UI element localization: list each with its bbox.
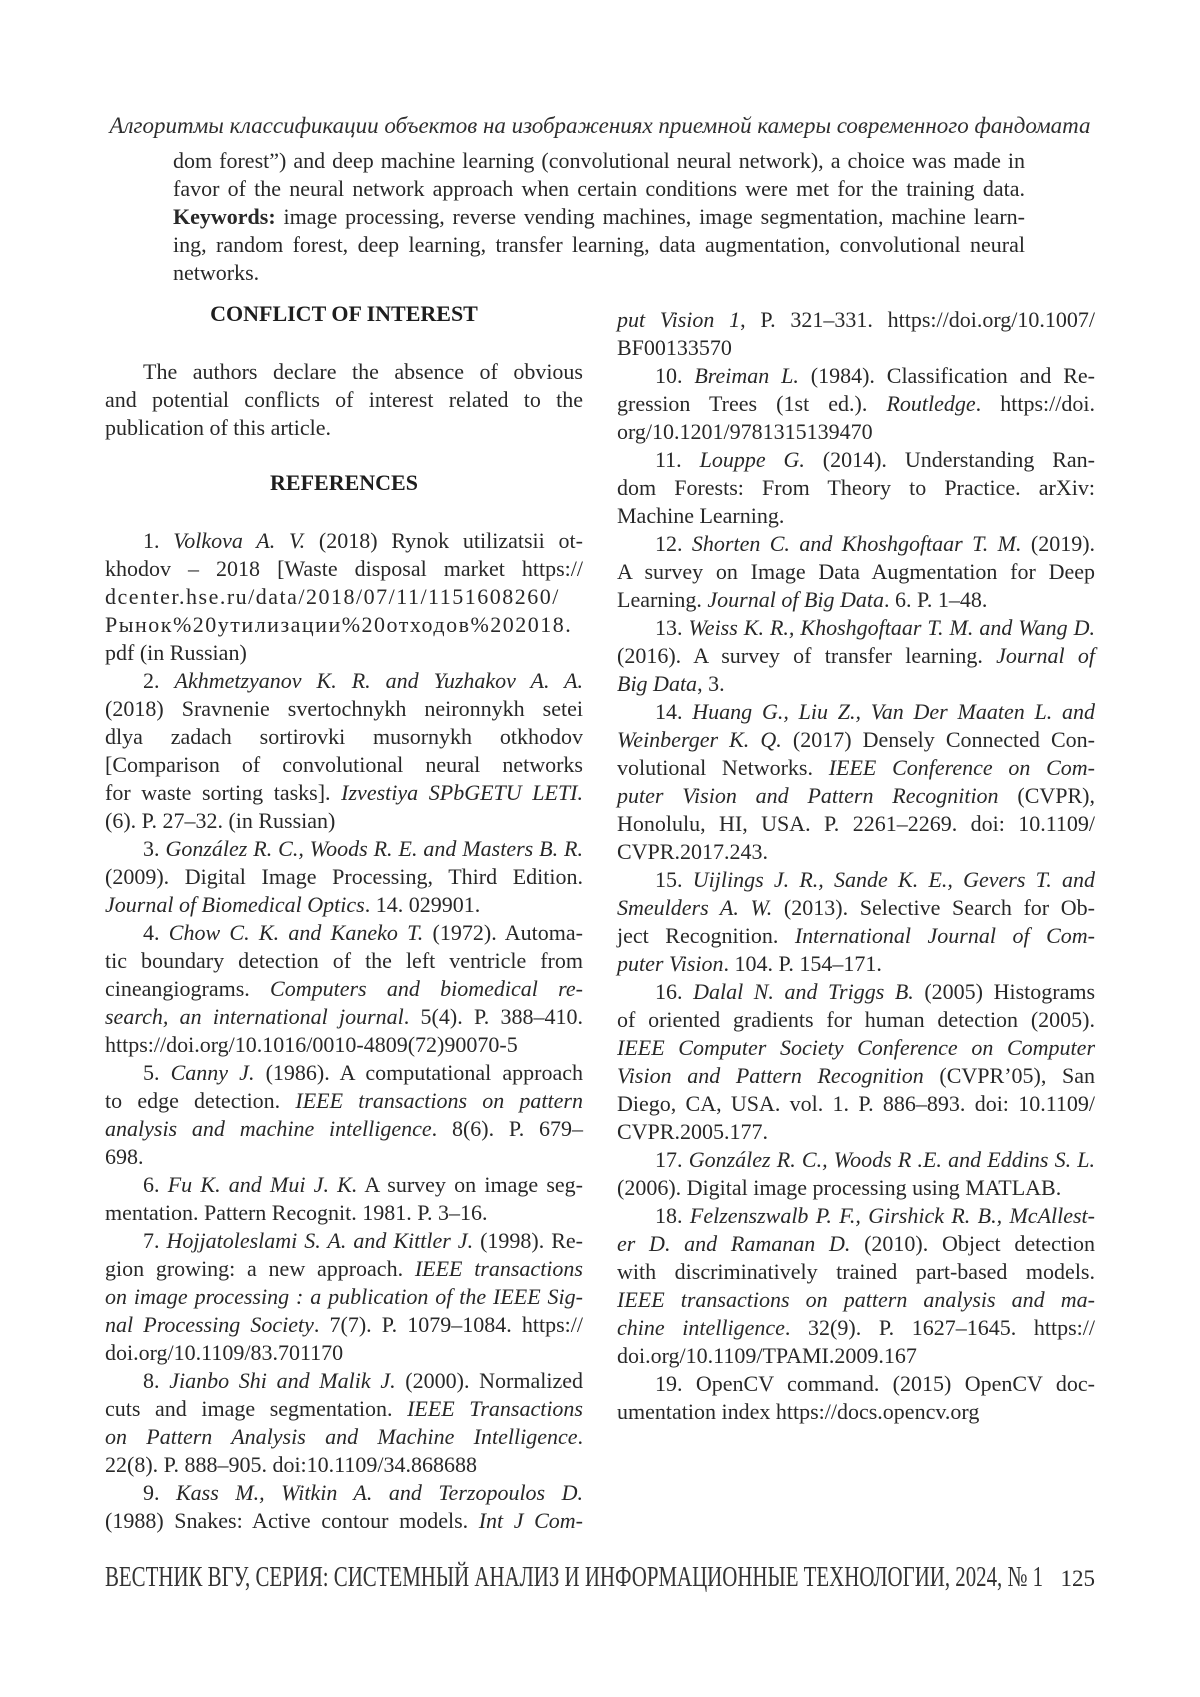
- text-line: The authors declare the absence of obvious: [143, 359, 583, 384]
- text-line: BF00133570: [617, 335, 732, 360]
- text-line: 15. Uijlings J. R., Sande K. E., Gevers T. and: [655, 867, 1095, 892]
- text-line: ject Recognition. International Journal of Com-: [617, 923, 1095, 948]
- text-line: gression Trees (1st ed.). Routledge. https://doi.: [617, 391, 1095, 416]
- text-line: 19. OpenCV command. (2015) OpenCV doc-: [655, 1371, 1095, 1396]
- text-line: mentation. Pattern Recognit. 1981. P. 3–16.: [105, 1200, 488, 1225]
- reference-item: [105, 1059, 583, 1171]
- text-line: 698.: [105, 1144, 144, 1169]
- text-line: on Pattern Analysis and Machine Intelligence.: [105, 1424, 583, 1449]
- text-line: 2. Akhmetzyanov K. R. and Yuzhakov A. A.: [143, 668, 584, 693]
- text-line: (1988) Snakes: Active contour models. Int J Com-: [105, 1508, 584, 1533]
- reference-item: [617, 530, 1095, 614]
- references-column-left: [105, 527, 583, 1535]
- text-line: (2018) Sravnenie svertochnykh neironnykh setei: [105, 696, 583, 721]
- text-line: 22(8). P. 888–905. doi:10.1109/34.868688: [105, 1452, 477, 1477]
- text-line: (6). P. 27–32. (in Russian): [105, 808, 336, 833]
- conflict-of-interest-paragraph: [105, 358, 583, 442]
- text-line: 7. Hojjatoleslami S. A. and Kittler J. (1998). Re-: [143, 1228, 584, 1253]
- reference-item: [105, 1227, 583, 1367]
- text-line: [Comparison of convolutional neural networks: [105, 752, 583, 777]
- footer-page-number: 125: [1060, 1566, 1095, 1591]
- text-line: doi.org/10.1109/TPAMI.2009.167: [617, 1343, 917, 1368]
- reference-item: [617, 446, 1095, 530]
- text-line: Smeulders A. W. (2013). Selective Search for Ob-: [617, 895, 1095, 920]
- text-line: A survey on Image Data Augmentation for Deep: [617, 559, 1095, 584]
- reference-item: [617, 306, 1095, 362]
- text-line: search, an international journal. 5(4). P. 388–410.: [105, 1004, 583, 1029]
- text-line: pdf (in Russian): [105, 640, 247, 665]
- text-line: org/10.1201/9781315139470: [617, 419, 873, 444]
- text-line: and potential conflicts of interest related to the: [105, 387, 583, 412]
- text-line: Machine Learning.: [617, 503, 785, 528]
- reference-item: [617, 978, 1095, 1146]
- text-line: 14. Huang G., Liu Z., Van Der Maaten L. and: [655, 699, 1096, 724]
- text-line: IEEE transactions on pattern analysis and ma-: [617, 1287, 1095, 1312]
- text-line: 9. Kass M., Witkin A. and Terzopoulos D.: [143, 1480, 584, 1505]
- text-line: er D. and Ramanan D. (2010). Object detection: [617, 1231, 1095, 1256]
- page-footer: [105, 1562, 1095, 1594]
- text-line: chine intelligence. 32(9). P. 1627–1645. https://: [617, 1315, 1096, 1340]
- text-line: 5. Canny J. (1986). A computational approach: [143, 1060, 584, 1085]
- text-line: 6. Fu K. and Mui J. K. A survey on image seg-: [143, 1172, 584, 1197]
- text-line: khodov – 2018 [Waste disposal market https://: [105, 556, 583, 581]
- text-line: (2009). Digital Image Processing, Third Edition.: [105, 864, 583, 889]
- text-line: Honolulu, HI, USA. P. 2261–2269. doi: 10.1109/: [617, 811, 1095, 836]
- text-line: 16. Dalal N. and Triggs B. (2005) Histograms: [655, 979, 1096, 1004]
- text-line: of oriented gradients for human detection (2005).: [617, 1007, 1095, 1032]
- text-line: https://doi.org/10.1016/0010-4809(72)90070-5: [105, 1032, 518, 1057]
- text-line: Keywords: image processing, reverse vending machines, image segmentation, machine learn-: [173, 204, 1025, 229]
- text-line: to edge detection. IEEE transactions on pattern: [105, 1088, 583, 1113]
- text-line: put Vision 1, P. 321–331. https://doi.org/10.1007/: [617, 307, 1095, 332]
- text-line: 12. Shorten C. and Khoshgoftaar T. M. (2019).: [655, 531, 1096, 556]
- text-line: dom Forests: From Theory to Practice. arXiv:: [617, 475, 1095, 500]
- text-line: 11. Louppe G. (2014). Understanding Ran-: [655, 447, 1096, 472]
- references-heading: REFERENCES: [270, 470, 418, 495]
- text-line: umentation index https://docs.opencv.org: [617, 1399, 980, 1424]
- text-line: volutional Networks. IEEE Conference on Com-: [617, 755, 1095, 780]
- reference-item: [105, 1367, 583, 1479]
- reference-item: [105, 919, 583, 1059]
- text-line: 17. González R. C., Woods R .E. and Eddins S. L.: [655, 1147, 1096, 1172]
- running-head: Алгоритмы классификации объектов на изображениях приемной камеры современного фандомата: [109, 113, 1091, 138]
- text-line: Рынок%20утилизации%20отходов%202018.: [105, 612, 573, 637]
- text-line: Big Data, 3.: [617, 671, 725, 696]
- text-line: (2006). Digital image processing using MATLAB.: [617, 1175, 1062, 1200]
- reference-item: [617, 1202, 1095, 1370]
- column-right: [617, 300, 1095, 1535]
- text-line: nal Processing Society. 7(7). P. 1079–1084. https://: [105, 1312, 583, 1337]
- text-line: dom forest”) and deep machine learning (convolutional neural network), a choice was made in: [173, 148, 1025, 173]
- text-line: puter Vision. 104. P. 154–171.: [617, 951, 882, 976]
- text-line: puter Vision and Pattern Recognition (CVPR),: [617, 783, 1095, 808]
- reference-item: [617, 698, 1095, 866]
- text-line: for waste sorting tasks]. Izvestiya SPbGETU LETI.: [105, 780, 584, 805]
- reference-item: [105, 527, 583, 667]
- reference-item: [617, 362, 1095, 446]
- text-line: Learning. Journal of Big Data. 6. P. 1–48.: [617, 587, 988, 612]
- reference-item: [105, 1171, 583, 1227]
- text-line: 18. Felzenszwalb P. F., Girshick R. B., McAllest-: [655, 1203, 1096, 1228]
- reference-item: [617, 614, 1095, 698]
- reference-item: [617, 1146, 1095, 1202]
- references-column-right: [617, 306, 1095, 1426]
- reference-item: [105, 1479, 583, 1535]
- text-line: 3. González R. C., Woods R. E. and Masters B. R.: [143, 836, 583, 861]
- text-line: Diego, CA, USA. vol. 1. P. 886–893. doi: 10.1109/: [617, 1091, 1095, 1116]
- text-line: analysis and machine intelligence. 8(6). P. 679–: [105, 1116, 583, 1141]
- reference-item: [617, 866, 1095, 978]
- text-line: dlya zadach sortirovki musornykh otkhodov: [105, 724, 583, 749]
- text-line: with discriminatively trained part-based models.: [617, 1259, 1095, 1284]
- text-line: Vision and Pattern Recognition (CVPR’05), San: [617, 1063, 1095, 1088]
- text-line: 1. Volkova A. V. (2018) Rynok utilizatsii ot-: [143, 528, 583, 553]
- abstract-block: [173, 147, 1025, 287]
- text-line: 8. Jianbo Shi and Malik J. (2000). Normalized: [143, 1368, 583, 1393]
- text-line: 4. Chow C. K. and Kaneko T. (1972). Automa-: [143, 920, 583, 945]
- text-line: networks.: [173, 260, 260, 285]
- text-line: 10. Breiman L. (1984). Classification and Re-: [655, 363, 1095, 388]
- text-line: favor of the neural network approach when certain conditions were met for the training data.: [173, 176, 1025, 201]
- text-line: Journal of Biomedical Optics. 14. 029901.: [105, 892, 481, 917]
- text-line: doi.org/10.1109/83.701170: [105, 1340, 344, 1365]
- text-line: 13. Weiss K. R., Khoshgoftaar T. M. and Wang D.: [655, 615, 1095, 640]
- text-line: cineangiograms. Computers and biomedical re-: [105, 976, 583, 1001]
- reference-item: [617, 1370, 1095, 1426]
- text-line: on image processing : a publication of the IEEE Sig-: [105, 1284, 583, 1309]
- text-line: publication of this article.: [105, 415, 332, 440]
- text-line: cuts and image segmentation. IEEE Transactions: [105, 1396, 583, 1421]
- text-line: IEEE Computer Society Conference on Computer: [617, 1035, 1095, 1060]
- text-line: CVPR.2005.177.: [617, 1119, 768, 1144]
- conflict-of-interest-heading: CONFLICT OF INTEREST: [210, 301, 478, 326]
- text-line: tic boundary detection of the left ventricle from: [105, 948, 583, 973]
- text-line: (2016). A survey of transfer learning. Journal of: [617, 643, 1095, 668]
- column-left: [105, 300, 583, 1535]
- reference-item: [105, 835, 583, 919]
- text-line: dcenter.hse.ru/data/2018/07/11/1151608260/: [105, 584, 560, 609]
- two-column-body: [105, 300, 1095, 1535]
- footer-journal-line: ВЕСТНИК ВГУ, СЕРИЯ: СИСТЕМНЫЙ АНАЛИЗ И ИНФОРМАЦИОННЫЕ ТЕХНОЛОГИИ, 2024, № 1: [105, 1561, 1044, 1593]
- text-line: Weinberger K. Q. (2017) Densely Connected Con-: [617, 727, 1095, 752]
- text-line: ing, random forest, deep learning, transfer learning, data augmentation, convolutional neural: [173, 232, 1025, 257]
- text-line: gion growing: a new approach. IEEE transactions: [105, 1256, 583, 1281]
- reference-item: [105, 667, 583, 835]
- text-line: CVPR.2017.243.: [617, 839, 768, 864]
